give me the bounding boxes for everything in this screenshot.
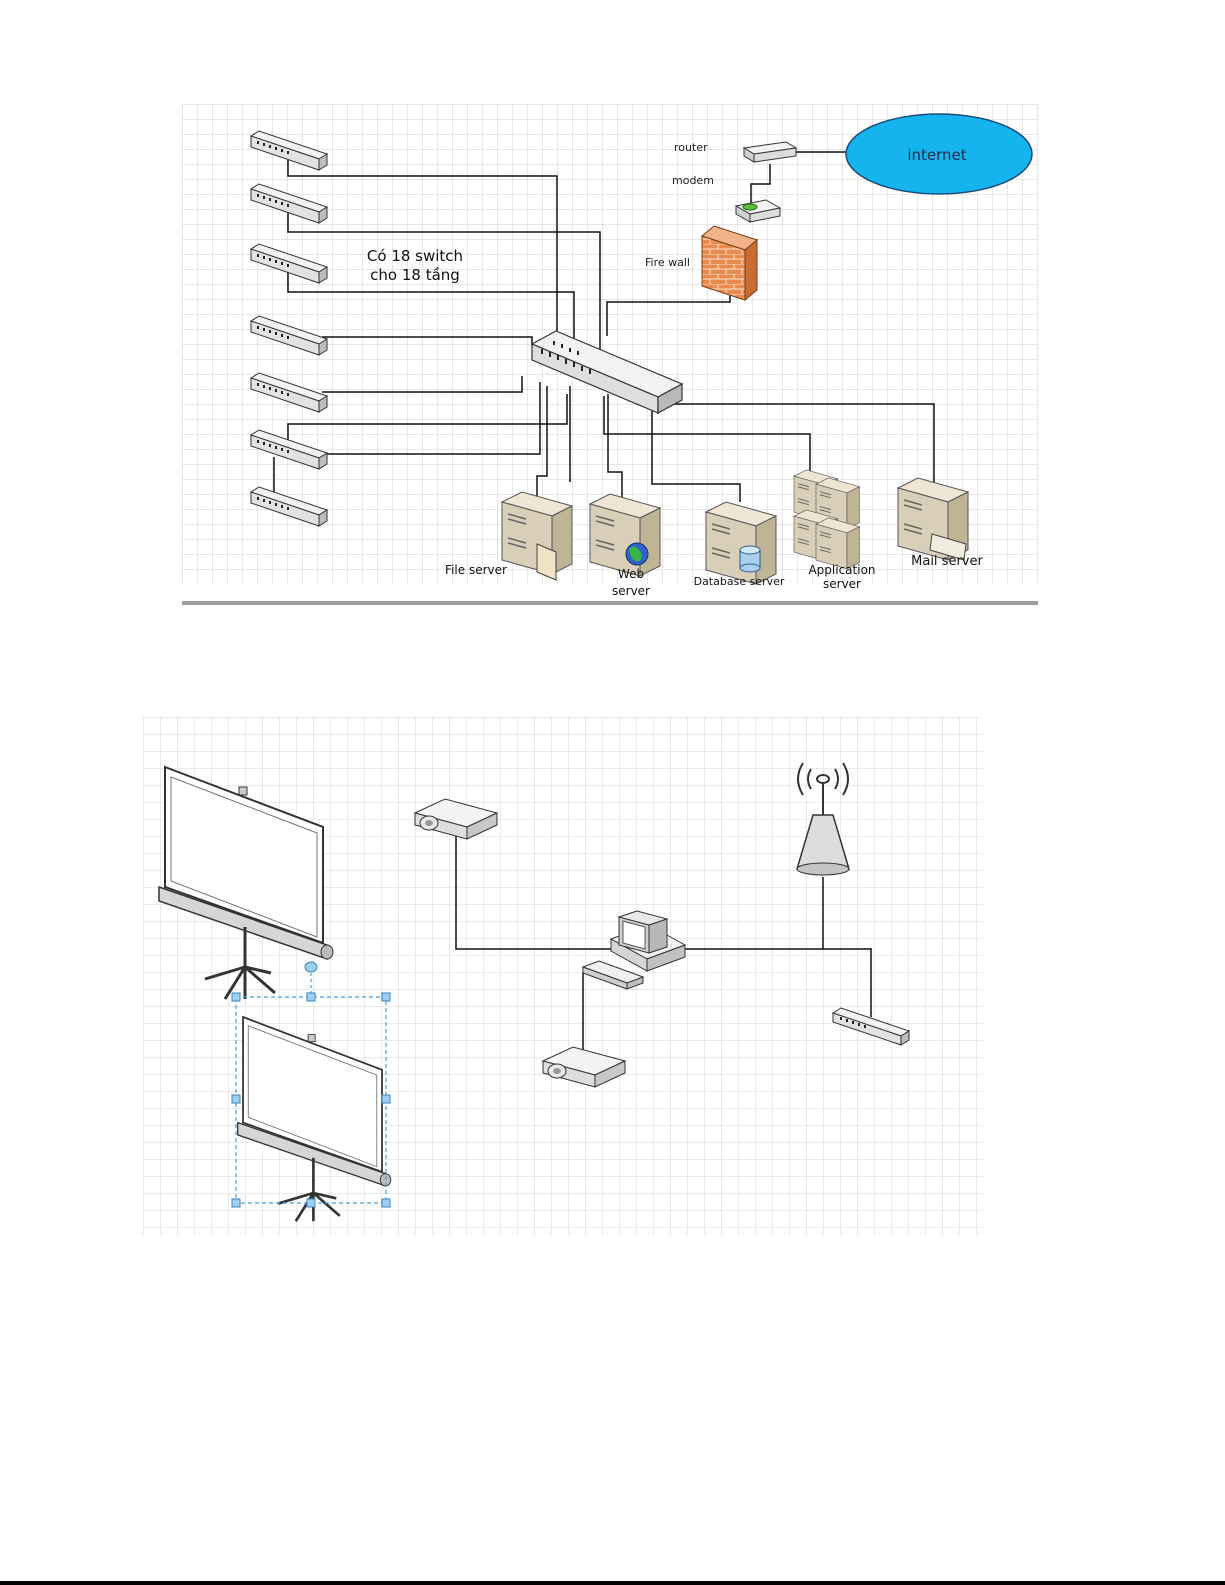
rotate-handle[interactable] [305, 962, 317, 972]
application-server-label-line2: server [823, 577, 861, 591]
resize-handle-n[interactable] [307, 993, 315, 1001]
classroom-diagram [143, 717, 983, 1235]
classroom-diagram-canvas [143, 717, 983, 1235]
switch-note-line2: cho 18 tầng [370, 266, 460, 284]
web-server-icon [590, 494, 660, 576]
grid-background [143, 717, 983, 1235]
resize-handle-w[interactable] [232, 1095, 240, 1103]
mail-server-label: Mail server [911, 554, 983, 569]
application-server-icon [794, 470, 859, 569]
database-server-icon [706, 502, 776, 584]
switch-note-line1: Có 18 switch [366, 247, 464, 265]
resize-handle-nw[interactable] [232, 993, 240, 1001]
database-server-label: Database server [693, 575, 785, 588]
file-server-label: File server [445, 563, 507, 577]
firewall-label: Fire wall [645, 256, 690, 269]
globe-icon [626, 543, 648, 565]
web-server-label-line2: server [612, 584, 650, 598]
modem-label: modem [672, 174, 714, 187]
resize-handle-e[interactable] [382, 1095, 390, 1103]
network-diagram-canvas [182, 104, 1038, 607]
resize-handle-se[interactable] [382, 1199, 390, 1207]
page-bottom-rule [0, 1581, 1225, 1585]
database-icon [740, 546, 760, 572]
web-server-label-line1: Web [617, 567, 645, 581]
network-diagram [182, 104, 1038, 607]
resize-handle-ne[interactable] [382, 993, 390, 1001]
application-server-label-line1: Application [808, 563, 876, 577]
resize-handle-sw[interactable] [232, 1199, 240, 1207]
panel-bottom-border [182, 601, 1038, 605]
resize-handle-s[interactable] [307, 1199, 315, 1207]
internet-label: internet [907, 146, 967, 164]
firewall-icon [702, 226, 757, 300]
router-label: router [674, 141, 708, 154]
